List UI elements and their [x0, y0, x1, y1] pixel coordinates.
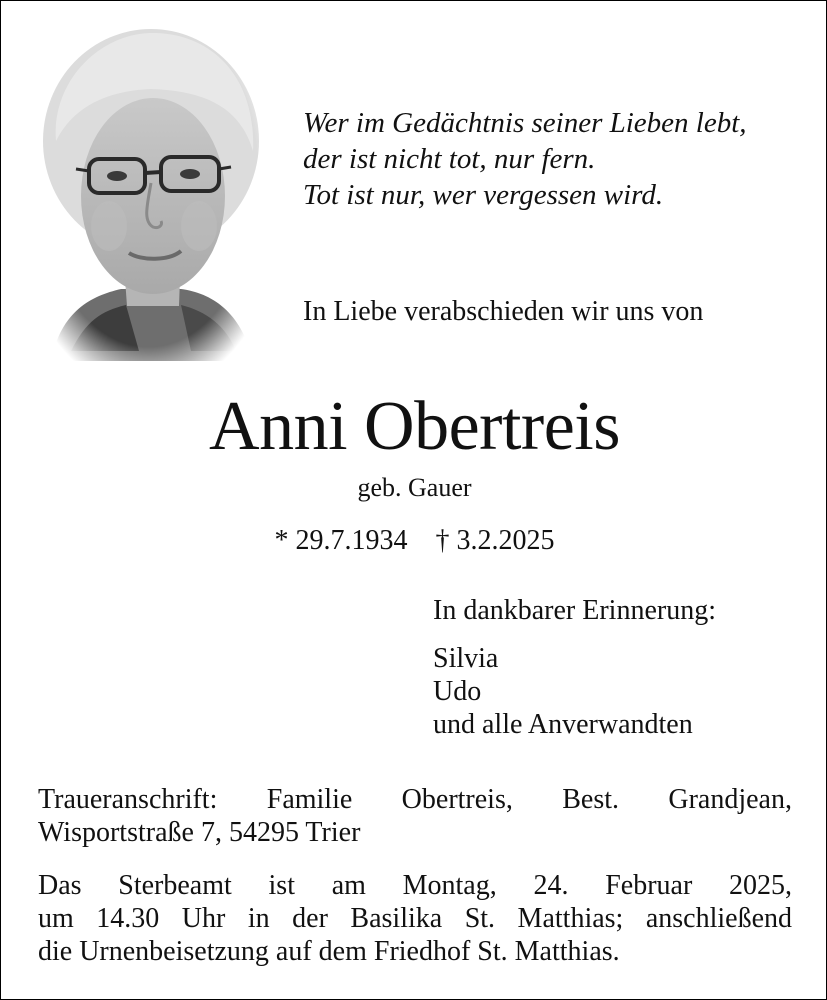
maiden-name: geb. Gauer: [357, 473, 472, 502]
funeral-line: Das Sterbeamt ist am Montag, 24. Februar 2025,: [38, 870, 792, 901]
funeral-line: die Urnenbeisetzung auf dem Friedhof St. Matthias.: [38, 936, 620, 967]
mourners-block: [433, 594, 716, 741]
portrait-photo: [31, 21, 266, 376]
memorial-quote: [303, 105, 803, 213]
mourners-list: [433, 642, 716, 741]
quote-line: Tot ist nur, wer vergessen wird.: [303, 179, 664, 211]
mourning-address: [38, 783, 792, 849]
mourner-name: und alle Anverwandten: [433, 709, 693, 740]
mourner-name: Udo: [433, 676, 482, 707]
funeral-line: um 14.30 Uhr in der Basilika St. Matthias; anschließend: [38, 903, 792, 934]
quote-line: der ist nicht tot, nur fern.: [303, 143, 596, 175]
death-date: † 3.2.2025: [435, 525, 555, 556]
life-dates: [1, 523, 827, 559]
address-line: Wisportstraße 7, 54295 Trier: [38, 817, 361, 848]
birth-date: * 29.7.1934: [274, 525, 408, 556]
address-line: Traueranschrift: Familie Obertreis, Best. Grandjean,: [38, 784, 792, 815]
mourner-name: Silvia: [433, 643, 499, 674]
mourners-heading: In dankbarer Erinnerung:: [433, 595, 716, 626]
deceased-name: Anni Obertreis: [209, 388, 620, 465]
funeral-details: [38, 869, 792, 968]
farewell-intro: In Liebe verabschieden wir uns von: [303, 296, 704, 327]
quote-line: Wer im Gedächtnis seiner Lieben lebt,: [303, 107, 747, 139]
